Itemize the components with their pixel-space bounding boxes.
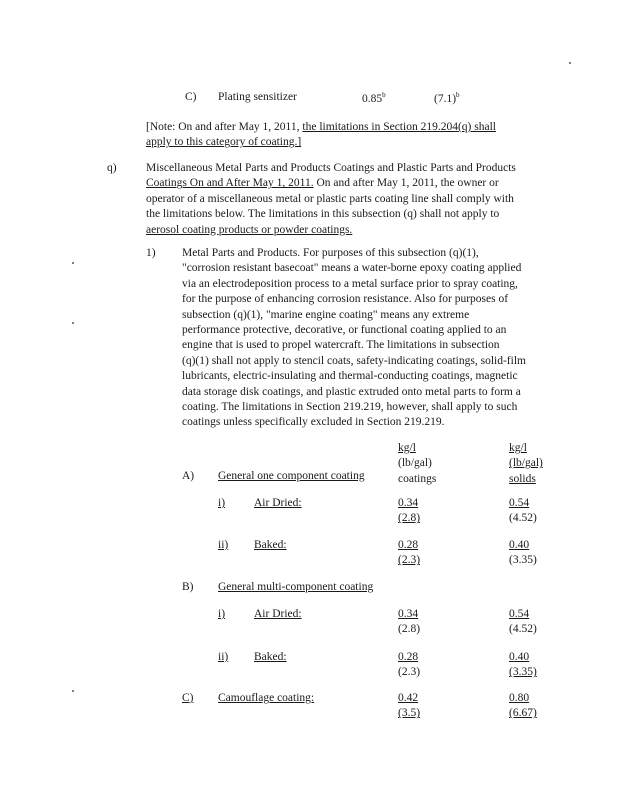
row-solids-value: 0.54 (4.52) xyxy=(509,497,537,525)
row-coatings-value: 0.34 (2.8) xyxy=(398,497,421,525)
section-q-line: the limitations below. The limitations in this subsection (q) shall not apply to xyxy=(146,208,500,221)
row-marker: ii) xyxy=(218,651,229,663)
category-b-marker: B) xyxy=(182,581,194,593)
category-a-marker: A) xyxy=(182,470,195,482)
category-b-label: General multi-component coating xyxy=(218,581,374,593)
row-coatings-value: 0.28 (2.3) xyxy=(398,539,421,567)
scan-speck xyxy=(72,690,74,692)
row-solids-value: 0.40 (3.35) xyxy=(509,539,537,567)
section-q-line: Miscellaneous Metal Parts and Products Coatings and Plastic Parts and Products xyxy=(146,162,516,174)
subsection-1-line: (q)(1) shall not apply to stencil coats, safety-indicating coatings, solid-film xyxy=(182,354,526,367)
subsection-1-line: performance protective, decorative, or functional coating applied to an xyxy=(182,323,507,336)
subsection-1-line: via an electrodeposition process to a metal surface prior to spray coating, xyxy=(182,277,518,290)
subsection-1-line: data storage disk coatings, and plastic extruded onto metal parts to form a xyxy=(182,385,521,398)
row-solids-value: 0.40 (3.35) xyxy=(509,651,537,679)
scan-speck xyxy=(569,62,571,64)
note-line: apply to this category of coating.] xyxy=(146,136,302,149)
subsection-1-marker: 1) xyxy=(146,247,156,259)
subsection-1-line: "corrosion resistant basecoat" means a water-borne epoxy coating applied xyxy=(182,262,522,275)
header-col-solids: kg/l (lb/gal) solids xyxy=(509,442,543,485)
row-solids-value: 0.54 (4.52) xyxy=(509,608,537,636)
section-q-line: Coatings On and After May 1, 2011. On and after May 1, 2011, the owner or xyxy=(146,177,499,190)
row-marker: i) xyxy=(218,497,226,509)
row-marker: ii) xyxy=(218,539,229,551)
subsection-1-line: Metal Parts and Products. For purposes of this subsection (q)(1), xyxy=(182,247,479,259)
row-label: Baked: xyxy=(254,539,287,551)
row-label: Baked: xyxy=(254,651,287,663)
top-item-marker: C) xyxy=(185,91,197,103)
category-c-marker: C) xyxy=(182,692,194,704)
section-q-line: operator of a miscellaneous metal or plastic parts coating line shall comply with xyxy=(146,192,514,205)
subsection-1-line: coatings unless specifically excluded in Section 219.219. xyxy=(182,416,445,429)
camo-solids-value: 0.80 (6.67) xyxy=(509,692,537,720)
subsection-1-line: subsection (q)(1), "marine engine coating" means any extreme xyxy=(182,308,470,321)
camo-coatings-value: 0.42 (3.5) xyxy=(398,692,421,720)
row-coatings-value: 0.28 (2.3) xyxy=(398,651,421,679)
category-c-label: Camouflage coating: xyxy=(218,692,315,704)
subsection-1-line: engine that is used to propel watercraft. The limitations in subsection xyxy=(182,339,500,352)
subsection-1-line: coating. The limitations in Section 219.219, however, shall apply to such xyxy=(182,400,518,413)
section-q-marker: q) xyxy=(107,162,117,174)
top-item-label: Plating sensitizer xyxy=(218,91,297,103)
subsection-1-line: lubricants, electric-insulating and thermal-conducting coatings, magnetic xyxy=(182,370,518,383)
scan-speck xyxy=(72,262,74,264)
section-q-body xyxy=(146,163,516,240)
row-coatings-value: 0.34 (2.8) xyxy=(398,608,421,636)
subsection-1-body xyxy=(182,248,526,433)
top-item-value2: $(7.1)^b$ xyxy=(434,91,460,105)
subsection-1-line: for the purpose of enhancing corrosion resistance. Also for purposes of xyxy=(182,293,509,306)
row-marker: i) xyxy=(218,608,226,620)
scan-speck xyxy=(72,322,74,324)
row-label: Air Dried: xyxy=(254,497,302,509)
note-line: [Note: On and after May 1, 2011, the limitations in Section 219.204(q) shall xyxy=(146,121,496,133)
section-q-line: aerosol coating products or powder coatings. xyxy=(146,223,353,236)
header-col-coatings: kg/l (lb/gal) coatings xyxy=(398,442,437,485)
note-block xyxy=(146,122,496,153)
category-a-label: General one component coating xyxy=(218,470,365,482)
row-label: Air Dried: xyxy=(254,608,302,620)
top-item-value1: 0.85$^b$ xyxy=(362,91,386,105)
